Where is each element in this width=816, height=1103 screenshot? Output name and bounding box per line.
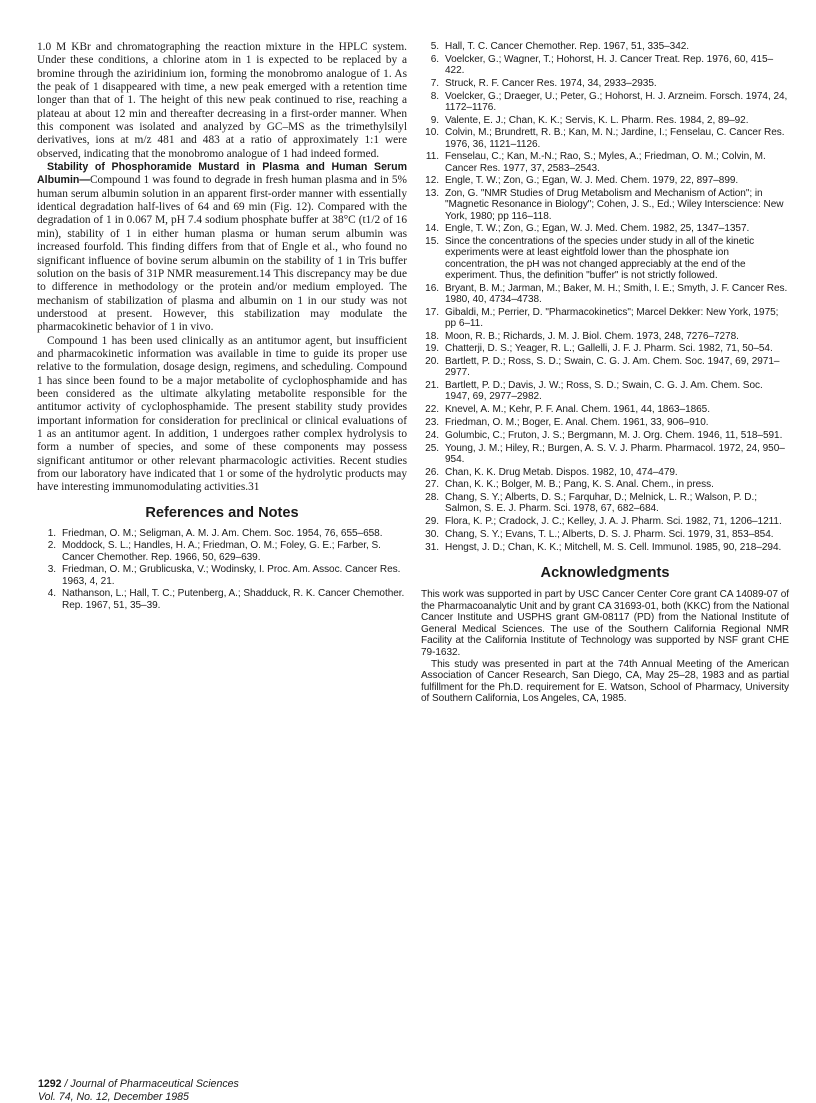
reference-number: 20. — [425, 356, 439, 368]
reference-text: Nathanson, L.; Hall, T. C.; Putenberg, A.; Shadduck, R. K. Cancer Chemother. Rep. 1967, 51, 35–39. — [62, 588, 405, 611]
body-paragraph-2 — [37, 161, 407, 334]
reference-number: 16. — [425, 282, 439, 294]
reference-number: 28. — [425, 492, 439, 504]
reference-text: Chan, K. K.; Bolger, M. B.; Pang, K. S. Anal. Chem., in press. — [445, 479, 714, 491]
reference-item — [421, 492, 789, 514]
reference-text: Voelcker, G.; Wagner, T.; Hohorst, H. J. Cancer Treat. Rep. 1976, 60, 415–422. — [445, 53, 774, 76]
reference-text: Chan, K. K. Drug Metab. Dispos. 1982, 10, 474–479. — [445, 466, 678, 478]
reference-text: Moddock, S. L.; Handles, H. A.; Friedman, O. M.; Foley, G. E.; Farber, S. Cancer Chemother. Rep. 1966, 50, 629–639. — [62, 540, 381, 563]
references-heading: References and Notes — [145, 504, 299, 521]
reference-text: Friedman, O. M.; Grublicuska, V.; Wodinsky, I. Proc. Am. Assoc. Cancer Res. 1963, 4, 21. — [62, 564, 401, 587]
reference-number: 24. — [425, 429, 439, 441]
reference-item — [37, 564, 407, 586]
reference-number: 22. — [425, 404, 439, 416]
reference-number: 5. — [430, 41, 439, 52]
left-column — [37, 41, 407, 612]
reference-text: Struck, R. F. Cancer Res. 1974, 34, 2933–2935. — [445, 77, 657, 89]
reference-number: 21. — [425, 380, 439, 392]
acknowledgments-paragraph-1: This work was supported in part by USC Cancer Center Core grant CA 14089-07 of the Pharmacoanalytic Unit and by grant CA 31693-01, both (KKC) from the National Cancer Institute and USPHS grant GM-08117 (PD) from the National Institute of General Medical Sciences. The use of the Southern California Regional NMR Facility at the California Institute of Technology was supported by NSF grant CHE 79-1632. — [421, 588, 789, 658]
reference-text: Gibaldi, M.; Perrier, D. "Pharmacokinetics"; Marcel Dekker: New York, 1975; pp 6–11. — [445, 306, 779, 329]
reference-number: 19. — [425, 343, 439, 355]
reference-number: 15. — [425, 236, 439, 248]
reference-item — [421, 283, 789, 305]
reference-text: Engle, T. W.; Zon, G.; Egan, W. J. Med. Chem. 1982, 25, 1347–1357. — [445, 223, 750, 235]
references-list-left — [37, 528, 407, 611]
reference-item — [421, 430, 789, 441]
reference-number: 27. — [425, 479, 439, 491]
reference-number: 10. — [425, 127, 439, 139]
reference-item — [421, 223, 789, 234]
reference-text: Valente, E. J.; Chan, K. K.; Servis, K. L. Pharm. Res. 1984, 2, 89–92. — [445, 114, 749, 126]
reference-item — [421, 529, 789, 540]
reference-item — [37, 528, 407, 539]
reference-text: Hall, T. C. Cancer Chemother. Rep. 1967, 51, 335–342. — [445, 41, 690, 52]
page-number: 1292 — [38, 1078, 62, 1090]
reference-item — [421, 443, 789, 465]
body-paragraph-3: Compound 1 has been used clinically as an antitumor agent, but insufficient and pharmacokinetic information was available in time to guide its proper use relative to the formulation, dosage design, regimens, and scheduling. Compound 1 has since been found to be a major metabolite of cyclophosphamide and has been considered as the ultimate alkylating metabolite responsible for the antitumor activity of cyclophosphamide. The present stability study provides important information for consideration for preclinical or clinical evaluations of 1 as an antitumor agent. In addition, 1 undergoes rather complex hydrolysis to form a number of species, and some of these components may possess significant antitumor or other relevant pharmacologic activities. Recent studies from our laboratory have indicated that 1 or some of the hydrolytic products may have interesting immunomodulating activities.31 — [37, 334, 407, 494]
reference-item — [421, 542, 789, 553]
reference-item — [421, 516, 789, 527]
reference-item — [421, 479, 789, 490]
paragraph-run-in-heading: Stability of Phosphoramide Mustard in Plasma and Human Serum Albumin— — [37, 161, 407, 187]
reference-text: Hengst, J. D.; Chan, K. K.; Mitchell, M. S. Cell. Immunol. 1985, 90, 218–294. — [445, 541, 782, 553]
reference-text: Bartlett, P. D.; Davis, J. W.; Ross, S. D.; Swain, C. G. J. Am. Chem. Soc. 1947, 69, 2977–2982. — [445, 380, 763, 403]
reference-item — [421, 343, 789, 354]
reference-item — [421, 467, 789, 478]
body-paragraph-1: 1.0 M KBr and chromatographing the reaction mixture in the HPLC system. Under these conditions, a chlorine atom in 1 is expected to be replaced by a bromine through the aziridinium ion, forming the monobromo analogue of 1. As the peak of 1 disappeared with time, a new peak emerged with a retention time longer than that of 1. The height of this new peak continued to rise, reaching a plateau at about 12 min and thereafter decreasing in a first-order manner. When this component was isolated and analyzed by GC–MS as the trimethylsilyl derivatives, ions at m/z 481 and 483 at a ratio of approximately 1:1 were observed, indicating that the monobromo analogue of 1 had indeed formed. — [37, 41, 407, 160]
reference-item — [421, 417, 789, 428]
reference-text: Chang, S. Y.; Evans, T. L.; Alberts, D. S. J. Pharm. Sci. 1979, 31, 853–854. — [445, 528, 774, 540]
reference-item — [421, 175, 789, 186]
reference-item — [421, 115, 789, 126]
reference-text: Young, J. M.; Hiley, R.; Burgen, A. S. V. J. Pharm. Pharmacol. 1972, 24, 950–954. — [445, 442, 785, 465]
reference-text: Chatterji, D. S.; Yeager, R. L.; Gallelli, J. F. J. Pharm. Sci. 1982, 71, 50–54. — [445, 343, 773, 355]
reference-number: 14. — [425, 223, 439, 235]
reference-text: Fenselau, C.; Kan, M.-N.; Rao, S.; Myles, A.; Friedman, O. M.; Colvin, M. Cancer Res. 1977, 37, 2583–2543. — [445, 151, 766, 174]
references-list-right — [421, 41, 789, 553]
reference-number: 30. — [425, 528, 439, 540]
reference-item — [421, 91, 789, 113]
reference-text: Chang, S. Y.; Alberts, D. S.; Farquhar, D.; Melnick, L. R.; Walson, P. D.; Salmon, S. E. J. Pharm. Sci. 1978, 67, 682–684. — [445, 492, 757, 515]
right-column — [421, 41, 789, 705]
reference-item — [421, 41, 789, 52]
reference-number: 1. — [47, 527, 56, 539]
reference-number: 9. — [430, 114, 439, 126]
reference-number: 17. — [425, 306, 439, 318]
reference-item — [421, 127, 789, 149]
reference-item — [37, 588, 407, 610]
reference-text: Colvin, M.; Brundrett, R. B.; Kan, M. N.; Jardine, I.; Fenselau, C. Cancer Res. 1976, 36, 1121–1126. — [445, 127, 785, 150]
reference-item — [421, 356, 789, 378]
reference-text: Bartlett, P. D.; Ross, S. D.; Swain, C. G. J. Am. Chem. Soc. 1947, 69, 2971–2977. — [445, 356, 780, 379]
reference-item — [37, 540, 407, 562]
reference-text: Voelcker, G.; Draeger, U.; Peter, G.; Hohorst, H. J. Arzneim. Forsch. 1974, 24, 1172–1176. — [445, 90, 788, 113]
reference-number: 23. — [425, 416, 439, 428]
journal-issue: Vol. 74, No. 12, December 1985 — [38, 1090, 189, 1103]
reference-item — [421, 188, 789, 222]
reference-number: 4. — [47, 588, 56, 600]
reference-text: Friedman, O. M.; Boger, E. Anal. Chem. 1961, 33, 906–910. — [445, 416, 709, 428]
reference-item — [421, 236, 789, 281]
reference-text: Moon, R. B.; Richards, J. M. J. Biol. Chem. 1973, 248, 7276–7278. — [445, 330, 739, 342]
page-footer — [38, 1078, 239, 1103]
reference-item — [421, 54, 789, 76]
reference-text: Engle, T. W.; Zon, G.; Egan, W. J. Med. Chem. 1979, 22, 897–899. — [445, 175, 739, 187]
reference-number: 29. — [425, 516, 439, 528]
reference-number: 2. — [47, 540, 56, 552]
reference-number: 18. — [425, 330, 439, 342]
reference-number: 3. — [47, 564, 56, 576]
reference-number: 31. — [425, 541, 439, 553]
reference-item — [421, 78, 789, 89]
footer-line-1 — [38, 1078, 239, 1091]
reference-text: Golumbic, C.; Fruton, J. S.; Bergmann, M. J. Org. Chem. 1946, 11, 518–591. — [445, 429, 783, 441]
reference-number: 8. — [430, 90, 439, 102]
reference-item — [421, 151, 789, 173]
reference-text: Zon, G. "NMR Studies of Drug Metabolism and Mechanism of Action"; in "Magnetic Resonance in Biology"; Cohen, J. S., Ed.; Wiley Interscience: New York, 1980; pp 116–118. — [445, 188, 784, 222]
acknowledgments-heading: Acknowledgments — [540, 564, 670, 581]
reference-item — [421, 307, 789, 329]
reference-number: 25. — [425, 442, 439, 454]
acknowledgments-paragraph-2: This study was presented in part at the 74th Annual Meeting of the American Association of Cancer Research, San Diego, CA, May 25–28, 1983 and as partial fulfillment for the Ph.D. requirement for E. Watson, School of Pharmacy, University of Southern California, Los Angeles, CA, 1985. — [421, 658, 789, 705]
journal-name: / Journal of Pharmaceutical Sciences — [64, 1078, 239, 1090]
reference-text: Since the concentrations of the species under study in all of the kinetic experiments were at least eightfold lower than the phosphate ion concentration, the pH was not changed appreciably at the end of the experiment. Thus, the definition "buffer" is not strictly followed. — [445, 236, 755, 281]
reference-text: Knevel, A. M.; Kehr, P. F. Anal. Chem. 1961, 44, 1863–1865. — [445, 404, 710, 416]
reference-item — [421, 404, 789, 415]
reference-number: 7. — [430, 77, 439, 89]
reference-number: 11. — [425, 151, 439, 163]
reference-text: Friedman, O. M.; Seligman, A. M. J. Am. Chem. Soc. 1954, 76, 655–658. — [62, 527, 383, 539]
reference-number: 13. — [425, 188, 439, 200]
paragraph-2-text: Compound 1 was found to degrade in fresh human plasma and in 5% human serum albumin solution in an apparent first-order manner with essentially identical degradation half-lives of 64 and 69 min (Fig. 12). Compared with the degradation of 1 in 0.067 M, pH 7.4 sodium phosphate buffer at 38°C (t1/2 of 16 min), stability of 1 in either human plasma or human serum albumin was increased fourfold. This finding differs from that of Engle et al., who found no significant influence of bovine serum albumin on the stability of 1 in Tris buffer solution on the basis of 31P NMR measurement.14 This discrepancy may be due to difference in methodology or the protein and/or medium employed. The mechanism of stabilization of plasma and albumin on 1 in our study was not understood at present. However, this stabilization may modulate the pharmacokinetic behavior of 1 in vivo. — [37, 174, 407, 334]
reference-number: 12. — [425, 175, 439, 187]
reference-item — [421, 331, 789, 342]
reference-number: 6. — [430, 53, 439, 65]
reference-item — [421, 380, 789, 402]
reference-text: Flora, K. P.; Cradock, J. C.; Kelley, J. A. J. Pharm. Sci. 1982, 71, 1206–1211. — [445, 516, 782, 528]
reference-number: 26. — [425, 466, 439, 478]
reference-text: Bryant, B. M.; Jarman, M.; Baker, M. H.; Smith, I. E.; Smyth, J. F. Cancer Res. 1980, 40, 4734–4738. — [445, 282, 788, 305]
